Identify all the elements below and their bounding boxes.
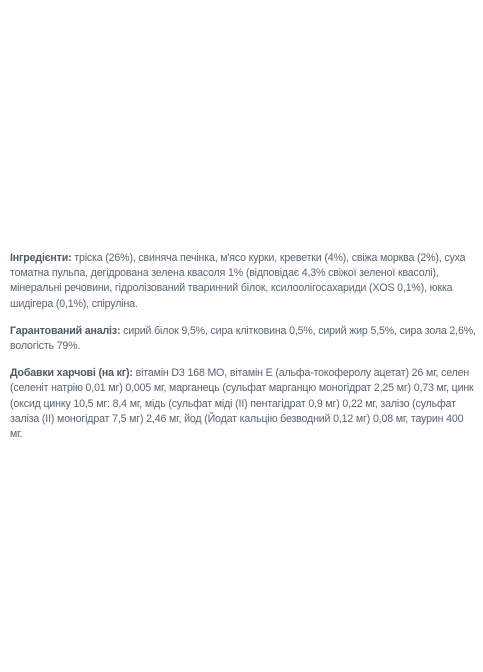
- guaranteed-analysis-text: сирий білок 9,5%, сира клітковина 0,5%, сирий жир 5,5%, сира зола 2,6%, вологість 79%.: [10, 324, 476, 353]
- additives-text: вітамін D3 168 МО, вітамін Е (альфа-токоферолу ацетат) 26 мг, селен (селеніт натрію 0,01 мг) 0,005 мг, марганець (сульфат марганцю моногідрат 2,25 мг) 0,73 мг, цинк (оксид цинку 10,5 мг: 8,4 мг, мідь (сульфат міді (II) пентагідрат 0,9 мг) 0,22 мг, залізо (сульфат заліза (II) моногідрат 7,5 мг) 2,46 мг, йод (Йодат кальцію безводний 0,12 мг) 0,08 мг, таурин 400 мг.: [10, 367, 474, 441]
- product-description: [10, 251, 476, 454]
- ingredients-paragraph: [10, 251, 476, 312]
- ingredients-label: Інгредієнти:: [10, 252, 72, 264]
- guaranteed-analysis-paragraph: [10, 324, 476, 354]
- ingredients-text: тріска (26%), свиняча печінка, м'ясо курки, креветки (4%), свіжа морква (2%), суха томатна пульпа, дегідрована зелена квасоля 1% (відповідає 4,3% свіжої зеленої квасолі), мінеральні речовини, гідролізований тваринний білок, ксилоолігосахариди (XOS 0,1%), юкка шидігера (0,1%), спіруліна.: [10, 252, 466, 310]
- additives-paragraph: [10, 366, 476, 442]
- guaranteed-analysis-label: Гарантований аналіз:: [10, 324, 121, 337]
- additives-label: Добавки харчові (на кг):: [10, 367, 133, 380]
